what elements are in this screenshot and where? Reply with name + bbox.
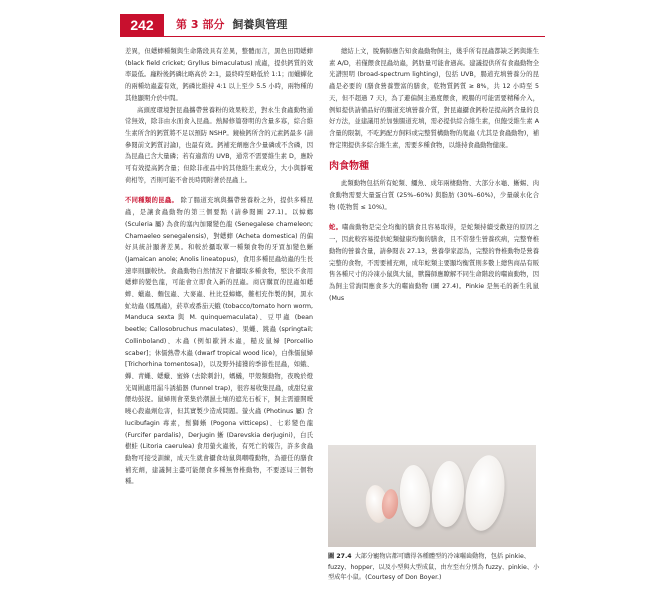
- left-paragraph-3: [125, 195, 313, 488]
- figure-caption: [328, 552, 540, 584]
- figure-caption-text: 大部分寵物店都可購得各種體型的冷凍囓齒動物，包括 pinkie、fuzzy、hopper，以及小型與大型成鼠，由左至右分別為 fuzzy、pinkie、小型成年小鼠。(Courtesy of Don Boyer.): [328, 553, 540, 582]
- part-label: 第 3 部分: [176, 18, 225, 31]
- insect-variety-text: 除了腸道充填與攜帶營養粉之外，提供多種昆蟲，是讓食蟲動物的第三個要點 (請參閱圖 27.1)。以蟑螂 (Sculeria 屬) 為食的塞內加爾變色龍 (Senegalese chameleon; Chamaeleo senegalensis)，對蟋蟀 (Acheta domestica) 的偏好具統計顯著差異。和較於攝取單一種類食物的牙買加變色蜥 (Jamaican anole; Anolis lineatopus)，食用多種昆蟲幼蟲的生長速率則顯較快。食蟲動物自然情況下會攝取多種食物，堅決不食用蟋蟀的變色龍，可能會立即食入新的昆蟲。商店購買的昆蟲如蟋蟀、蠟蟲、麵包蟲、大麥蟲、杜比亞蟑螂，難相充作製的飼，黑水虻幼蟲 (鳳凰蟲)，菸草或番茄天蛾 (tobacco/tomato horn worm, Manduca sexta 與 M. quinquemaculata)、豆甲蟲 (bean beetle; Callosobruchus maculates)、果蠅、跳蟲 (springtail; Collinboland)、木蟲 (例如歐洲木蟲，糙皮鼠婦 [Porcellio scaber]；休儒熱帶木蟲 (dwarf tropical wood lice)，白侏儒鼠婦 [Trichorhina tomentosa])，以及野外捕獲的季節性昆蟲，如蛾、蟬、青蠅、蟋蠟、蜜蜂 (去除刺針)，螞蟻，甲殼類動物，夜晚於燈光周圍處用漏斗誘捕器 (funnel trap)，很容易收集昆蟲，或甜兒童餵幼鼓捉。鼠婦則會業集於潮濕土壤的遮光石板下，飼主需避開曖曉心殺蟲劑危害，但其實製少造成問題。螢火蟲 (Photinus 屬) 含 lucibufagin 毒素，鬃獅蜥 (Pogona vitticeps)、七彩變色龍 (Furcifer pardalis)，Derjugin 蜥 (Darevskia derjugini)，白氏樹蛙 (Litoria caerulea) 食用螢火蟲後，有死亡的報告，許多食蟲動物可接受訓練，成天生就會攝食幼鼠與嘲噬動物，為避任的膳食補充劑，建議飼主盡可能餵食多種無脊椎動物，不要逐局三個物種。: [125, 197, 314, 486]
- section-heading-carnivores: 肉食物種: [329, 161, 369, 173]
- figure-photo-rodents: [328, 445, 536, 547]
- right-paragraph-1: 總結上文，脫胸肺應告知食蟲動物飼主，幾乎所有昆蟲都缺乏鈣與維生素 A/D，若僅餵食昆蟲幼蟲，鈣肪量可能會過高。建議提供所有食蟲動物全光譜照明 (broad-spectrum lighting)，包括 UVB，腸道充填營養分的昆蟲是必要的 (膳食營養豐富的膳食，乾物質鈣質 ≥ 8%，共 12 小時至 5 天，但不超過 7 天)，為了避偏飼主過度餵食，殿腸的可能需要精稀介入，例如提供請備品好的腸道充填營養介質，對昆蟲攝食鈣粉足提高鈣含量的良好方法，並建議用於加強腸道充填，需必提供綜合維生素，但飽受維生素 A 含量的限制，不吃鈣配方飼料或完整質構動物的爬蟲 (尤其是食蟲動物)，補脊定期提供多綜合維生素，需要多種食物，以維持食蟲動物健康。: [329, 48, 539, 149]
- right-paragraph-2: 此類動物包括所有蛇類、鱷魚、成年兩棲動物、大部分水龜、蜥蜴、肉食動物需要大量蛋白質 (25%–60%) 與脂肪 (30%–60%)，少量碳水化合物 (乾物質 ≤ 10%)。: [329, 180, 539, 211]
- large-adult-mouse-image: [461, 453, 509, 534]
- left-text-column: [125, 46, 313, 488]
- small-adult-mouse-image: [398, 464, 432, 528]
- part-title: 飼養與管理: [232, 18, 288, 31]
- figure-number: 圖 27.4: [328, 553, 352, 560]
- paragraph-gap: [125, 186, 313, 195]
- snakes-keyword: 蛇。: [329, 224, 343, 232]
- page-number: 242: [120, 14, 164, 36]
- paragraph-gap: [329, 213, 539, 222]
- right-text-column: [329, 46, 539, 304]
- left-paragraph-1: 差異，但蟋蟀種類與生命階段具有差異，整體而言，黑色田間蟋蟀 (black field cricket; Gryllus bimaculatus) 成蟲，提供鈣質的效率最低。龐粉後鈣磷比略高於 2:1，最終時至略低於 1:1；而蠟蟬化的兩種幼蟲蓋有效，鈣磷比維持 4:1 以上至少 5.5 小時，兩物種的其他顯期介於中間。: [125, 48, 313, 102]
- insect-variety-keyword: 不同種類的昆蟲。: [125, 197, 179, 205]
- running-header: [176, 16, 287, 32]
- snakes-text: 囓齒動物是完全均衡的膳食且容易取得，是蛇類持續受歡迎的原因之一，因此較容易提供蛇類健康均衡的膳食，且不常發生營養疾病，完整脊椎動物的營養含量，請參閱表 27.13，營養學家認為，完整的脊椎動物是營養完整的食物，不需要補充劑，成年蛇類主要顯均衡質則多數上總售商品有販售各種尺寸的冷凍小鼠與大鼠，獸醫師應瞭解不同生命階段的囓齒動物，因為飼主常詢問應食多大的囓齒動物 (圖 27.4)。Pinkie 是無毛的新生乳鼠 (Mus: [329, 224, 540, 302]
- right-paragraph-3: [329, 222, 539, 304]
- adult-mouse-image: [430, 460, 465, 528]
- header-divider: [120, 36, 545, 37]
- left-paragraph-2: 高頭度環境對昆蟲攜帶營養粉的效果較差，對永生食蟲動物通常無效，除非由水面食入昆蟲。熱歸修篇發明的含量多寡，綜合維生素所含的鈣質將不足以預防 NSHP。鏡檢鈣所含的元素鈣最多 (請參閱前文鈣質討論)，也最有效。鈣補充劑應含少量磷或不含磷，因為昆蟲已含大量磷；若有適當的 UVB，通常不需要維生素 D，應盼可有效提高鈣含量；但除非產品中的其他維生素成分，大小與靜電荷相等，否則可能不會長時間附著於昆蟲上。: [125, 106, 313, 184]
